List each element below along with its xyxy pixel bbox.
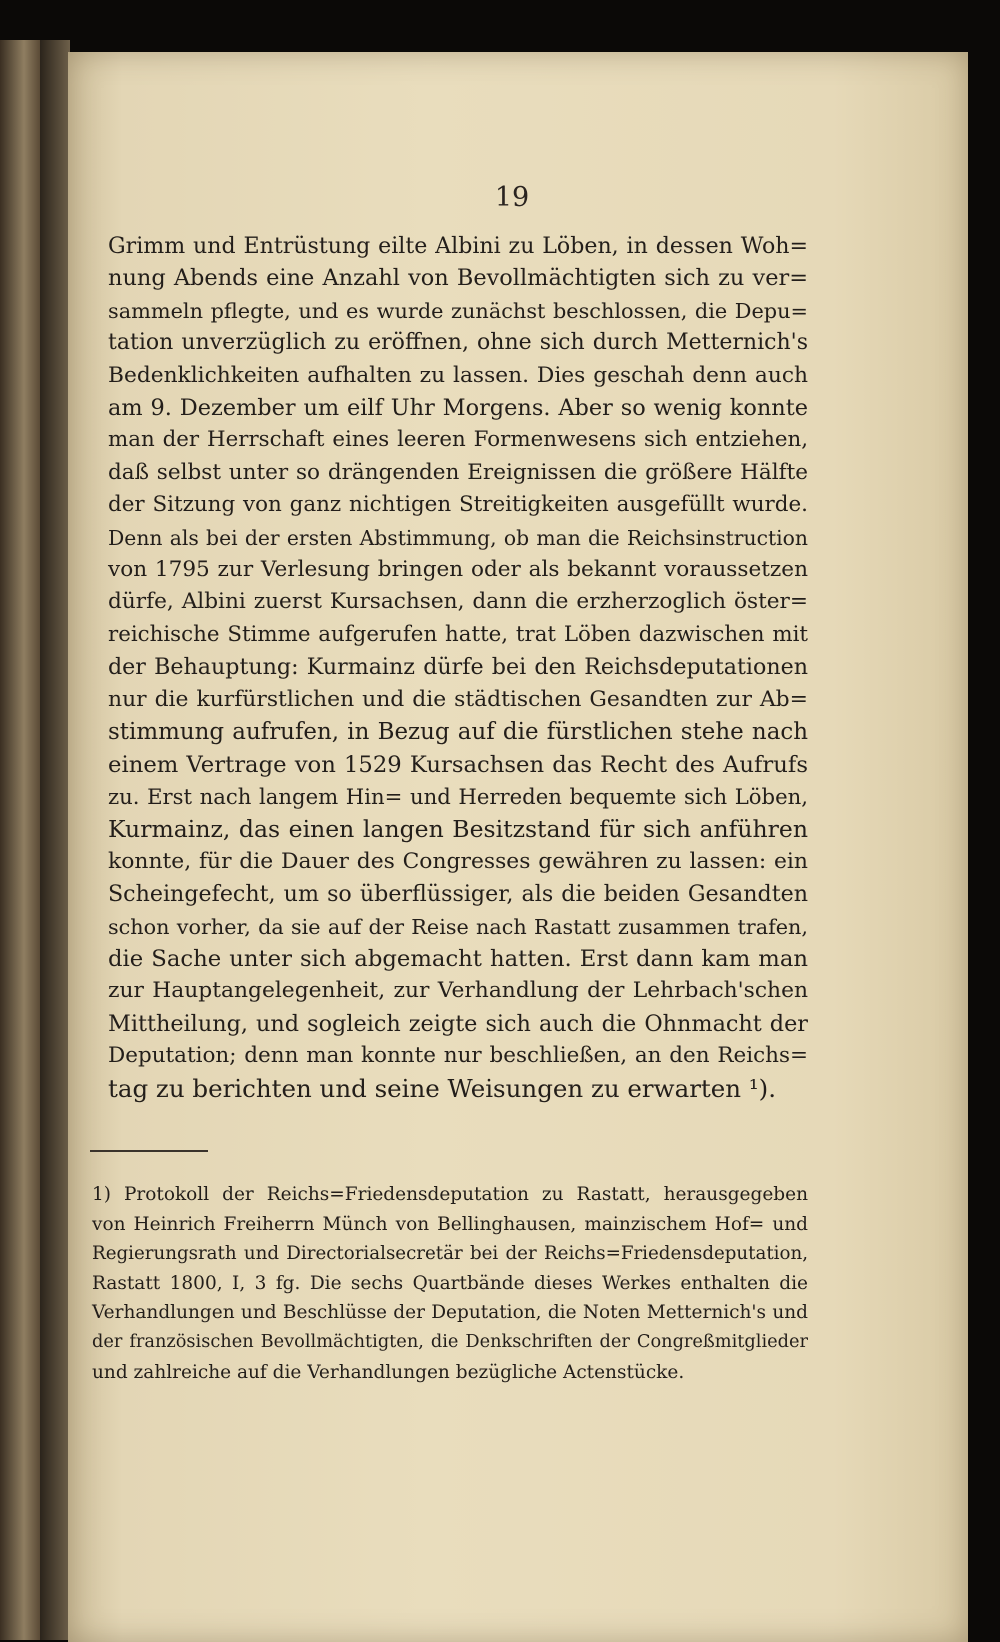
body-line: stimmung aufrufen, in Bezug auf die fürstlichen stehe nach <box>108 719 808 746</box>
footnote-divider <box>90 1150 208 1152</box>
footnote-line: der französischen Bevollmächtigten, die Denkschriften der Congreßmitglieder <box>92 1331 808 1352</box>
footnote <box>92 1180 808 1387</box>
book-gutter <box>40 40 70 1640</box>
body-line: tag zu berichten und seine Weisungen zu erwarten ¹). <box>108 1073 776 1103</box>
page-number: 19 <box>494 182 530 213</box>
body-line: nung Abends eine Anzahl von Bevollmächtigten sich zu ver= <box>108 265 808 292</box>
footnote-line: Regierungsrath und Directorialsecretär bei der Reichs=Friedensdeputation, <box>92 1243 808 1265</box>
body-line: von 1795 zur Verlesung bringen oder als bekannt voraussetzen <box>108 557 808 583</box>
book-page <box>68 52 968 1642</box>
footnote-line: von Heinrich Freiherrn Münch von Bellinghausen, mainzischem Hof= und <box>92 1213 808 1235</box>
body-line: Denn als bei der ersten Abstimmung, ob man die Reichsinstruction <box>108 525 808 550</box>
body-line: schon vorher, da sie auf der Reise nach Rastatt zusammen trafen, <box>108 914 808 939</box>
body-line: Deputation; denn man konnte nur beschließen, an den Reichs= <box>108 1043 808 1069</box>
body-line: konnte, für die Dauer des Congresses gewähren zu lassen: ein <box>108 848 808 874</box>
body-line: zur Hauptangelegenheit, zur Verhandlung der Lehrbach'schen <box>108 978 808 1004</box>
body-line: dürfe, Albini zuerst Kursachsen, dann die erzherzoglich öster= <box>108 589 808 615</box>
body-line: einem Vertrage von 1529 Kursachsen das Recht des Aufrufs <box>108 751 808 778</box>
body-line: Mittheilung, und sogleich zeigte sich auch die Ohnmacht der <box>108 1010 808 1037</box>
body-line: am 9. Dezember um eilf Uhr Morgens. Aber so wenig konnte <box>108 395 808 422</box>
body-line: Bedenklichkeiten aufhalten zu lassen. Dies geschah denn auch <box>108 362 808 388</box>
body-line: die Sache unter sich abgemacht hatten. Erst dann kam man <box>108 945 808 972</box>
body-line: der Sitzung von ganz nichtigen Streitigkeiten ausgefüllt wurde. <box>108 492 808 518</box>
body-line: zu. Erst nach langem Hin= und Herreden bequemte sich Löben, <box>108 783 808 809</box>
footnote-line: 1) Protokoll der Reichs=Friedensdeputation zu Rastatt, herausgegeben <box>92 1184 808 1205</box>
footnote-line: Rastatt 1800, I, 3 fg. Die sechs Quartbände dieses Werkes enthalten die <box>92 1272 808 1294</box>
body-line: nur die kurfürstlichen und die städtischen Gesandten zur Ab= <box>108 686 808 712</box>
adjacent-page-edge <box>0 40 40 1640</box>
body-line: tation unverzüglich zu eröffnen, ohne sich durch Metternich's <box>108 330 808 356</box>
body-line: der Behauptung: Kurmainz dürfe bei den Reichsdeputationen <box>108 654 808 681</box>
body-line: Scheingefecht, um so überflüssiger, als die beiden Gesandten <box>108 881 808 908</box>
body-line: man der Herrschaft eines leeren Formenwesens sich entziehen, <box>108 427 808 453</box>
footnote-line: und zahlreiche auf die Verhandlungen bezügliche Actenstücke. <box>92 1361 685 1383</box>
body-line: Kurmainz, das einen langen Besitzstand für sich anführen <box>108 815 808 844</box>
body-line: Grimm und Entrüstung eilte Albini zu Löben, in dessen Woh= <box>108 233 808 259</box>
body-line: daß selbst unter so drängenden Ereignissen die größere Hälfte <box>108 459 808 485</box>
body-text <box>108 230 808 1105</box>
body-line: reichische Stimme aufgerufen hatte, trat Löben dazwischen mit <box>108 621 808 647</box>
body-line: sammeln pflegte, und es wurde zunächst beschlossen, die Depu= <box>108 298 808 323</box>
footnote-line: Verhandlungen und Beschlüsse der Deputation, die Noten Metternich's und <box>92 1302 808 1324</box>
